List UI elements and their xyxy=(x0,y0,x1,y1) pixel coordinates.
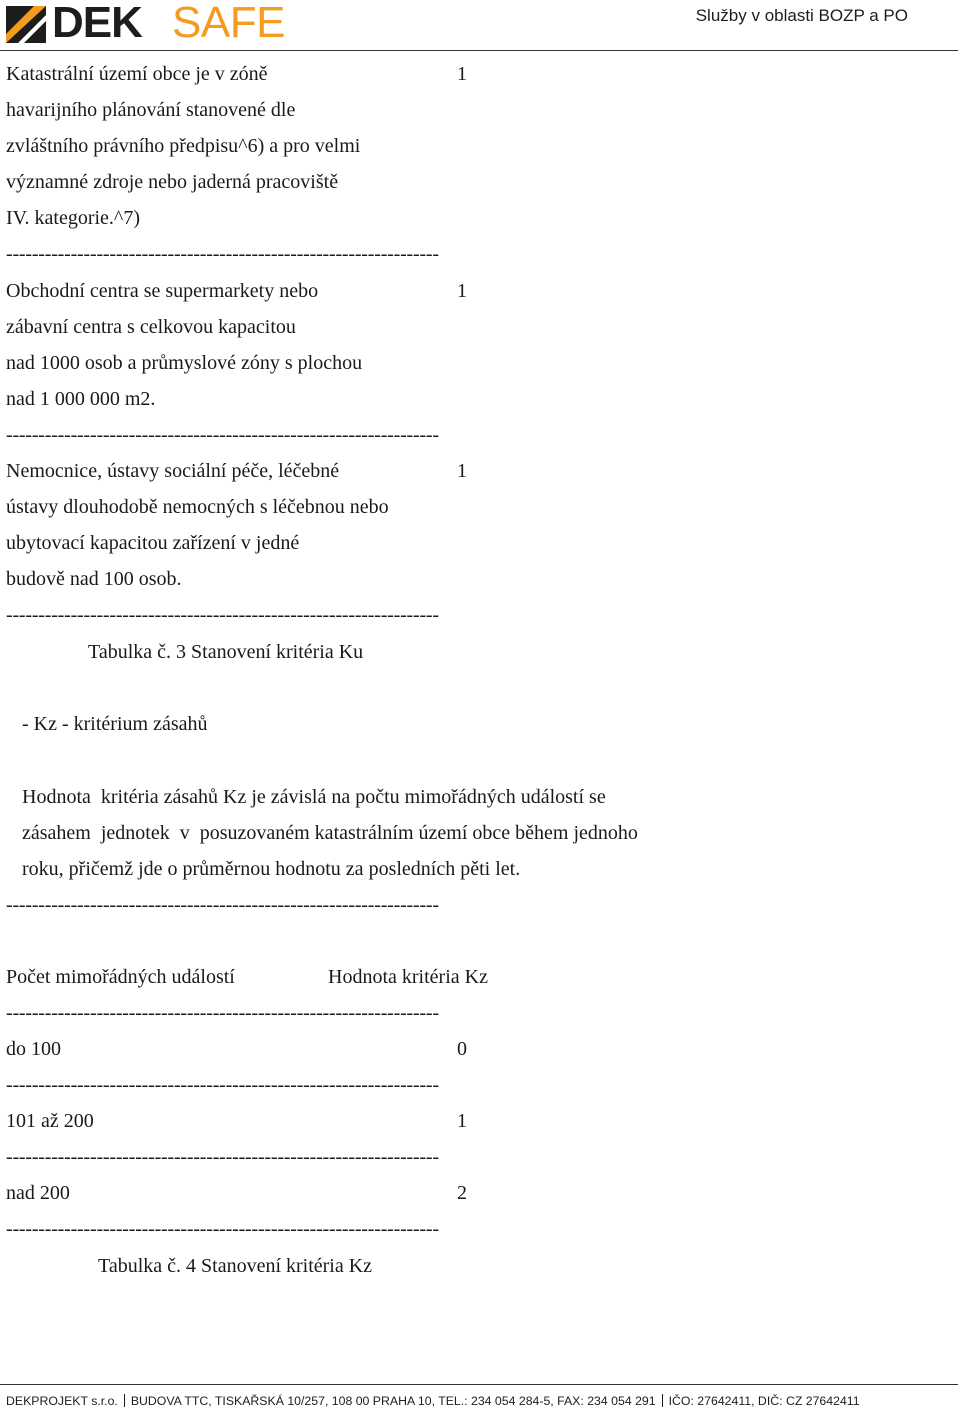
table3-row2-value: 1 xyxy=(457,280,467,302)
logo-dek-text: DEK xyxy=(52,0,142,47)
footer-separator xyxy=(124,1394,125,1407)
table3-row1-line2: havarijního plánování stanovené dle xyxy=(6,99,296,121)
table3-row3-line1: Nemocnice, ústavy sociální péče, léčebné xyxy=(6,460,340,482)
dashed-separator: ------------------------------------------------------------------- xyxy=(6,1074,439,1096)
table3-row1-value: 1 xyxy=(457,63,467,85)
footer-company: DEKPROJEKT s.r.o. xyxy=(6,1394,118,1408)
table4-header-count: Počet mimořádných událostí xyxy=(6,966,235,988)
dashed-separator: ------------------------------------------------------------------- xyxy=(6,1146,439,1168)
footer-ids: IČO: 27642411, DIČ: CZ 27642411 xyxy=(668,1394,860,1408)
dek-logo-mark-icon xyxy=(6,6,46,43)
kz-heading: - Kz - kritérium zásahů xyxy=(22,713,208,735)
table3-row2-line3: nad 1000 osob a průmyslové zóny s plochou xyxy=(6,352,363,374)
footer-separator xyxy=(662,1394,663,1407)
table3-row3-line4: budově nad 100 osob. xyxy=(6,568,182,590)
header-tagline: Služby v oblasti BOZP a PO xyxy=(695,6,908,25)
table3-row1-line5: IV. kategorie.^7) xyxy=(6,207,140,229)
footer-address: BUDOVA TTC, TISKAŘSKÁ 10/257, 108 00 PRAHA 10, TEL.: 234 054 284-5, FAX: 234 054 291 xyxy=(130,1394,656,1408)
dashed-separator: ------------------------------------------------------------------- xyxy=(6,1218,439,1240)
kz-paragraph-line3: roku, přičemž jde o průměrnou hodnotu za posledních pěti let. xyxy=(22,858,521,880)
table3-row1-line3: zvláštního právního předpisu^6) a pro velmi xyxy=(6,135,361,157)
table3-row3-value: 1 xyxy=(457,460,467,482)
page-header xyxy=(0,0,960,52)
kz-paragraph-line2: zásahem jednotek v posuzovaném katastrálním území obce během jednoho xyxy=(22,822,638,844)
dashed-separator: ------------------------------------------------------------------- xyxy=(6,243,439,265)
table3-row2-line4: nad 1 000 000 m2. xyxy=(6,388,156,410)
table3-row3-line2: ústavy dlouhodobě nemocných s léčebnou nebo xyxy=(6,496,389,518)
table4-caption: Tabulka č. 4 Stanovení kritéria Kz xyxy=(98,1255,373,1277)
table4-row3-label: nad 200 xyxy=(6,1182,70,1204)
table3-row2-line1: Obchodní centra se supermarkety nebo xyxy=(6,280,319,302)
header-divider xyxy=(0,50,958,51)
table3-row1-line4: významné zdroje nebo jaderná pracoviště xyxy=(6,171,339,193)
table4-row3-value: 2 xyxy=(457,1182,467,1204)
dashed-separator: ------------------------------------------------------------------- xyxy=(6,894,439,916)
table4-row1-value: 0 xyxy=(457,1038,467,1060)
table3-caption: Tabulka č. 3 Stanovení kritéria Ku xyxy=(88,641,364,663)
table3-row2-line2: zábavní centra s celkovou kapacitou xyxy=(6,316,296,338)
logo-safe-text: SAFE xyxy=(172,0,285,47)
page-footer xyxy=(6,1394,860,1408)
dashed-separator: ------------------------------------------------------------------- xyxy=(6,604,439,626)
footer-divider xyxy=(0,1384,958,1385)
dashed-separator: ------------------------------------------------------------------- xyxy=(6,424,439,446)
table4-header-value: Hodnota kritéria Kz xyxy=(328,966,488,988)
table3-row1-line1: Katastrální území obce je v zóně xyxy=(6,63,268,85)
dashed-separator: ------------------------------------------------------------------- xyxy=(6,1002,439,1024)
table4-row1-label: do 100 xyxy=(6,1038,61,1060)
table4-row2-value: 1 xyxy=(457,1110,467,1132)
kz-paragraph-line1: Hodnota kritéria zásahů Kz je závislá na počtu mimořádných událostí se xyxy=(22,786,606,808)
table3-row3-line3: ubytovací kapacitou zařízení v jedné xyxy=(6,532,300,554)
table4-row2-label: 101 až 200 xyxy=(6,1110,94,1132)
